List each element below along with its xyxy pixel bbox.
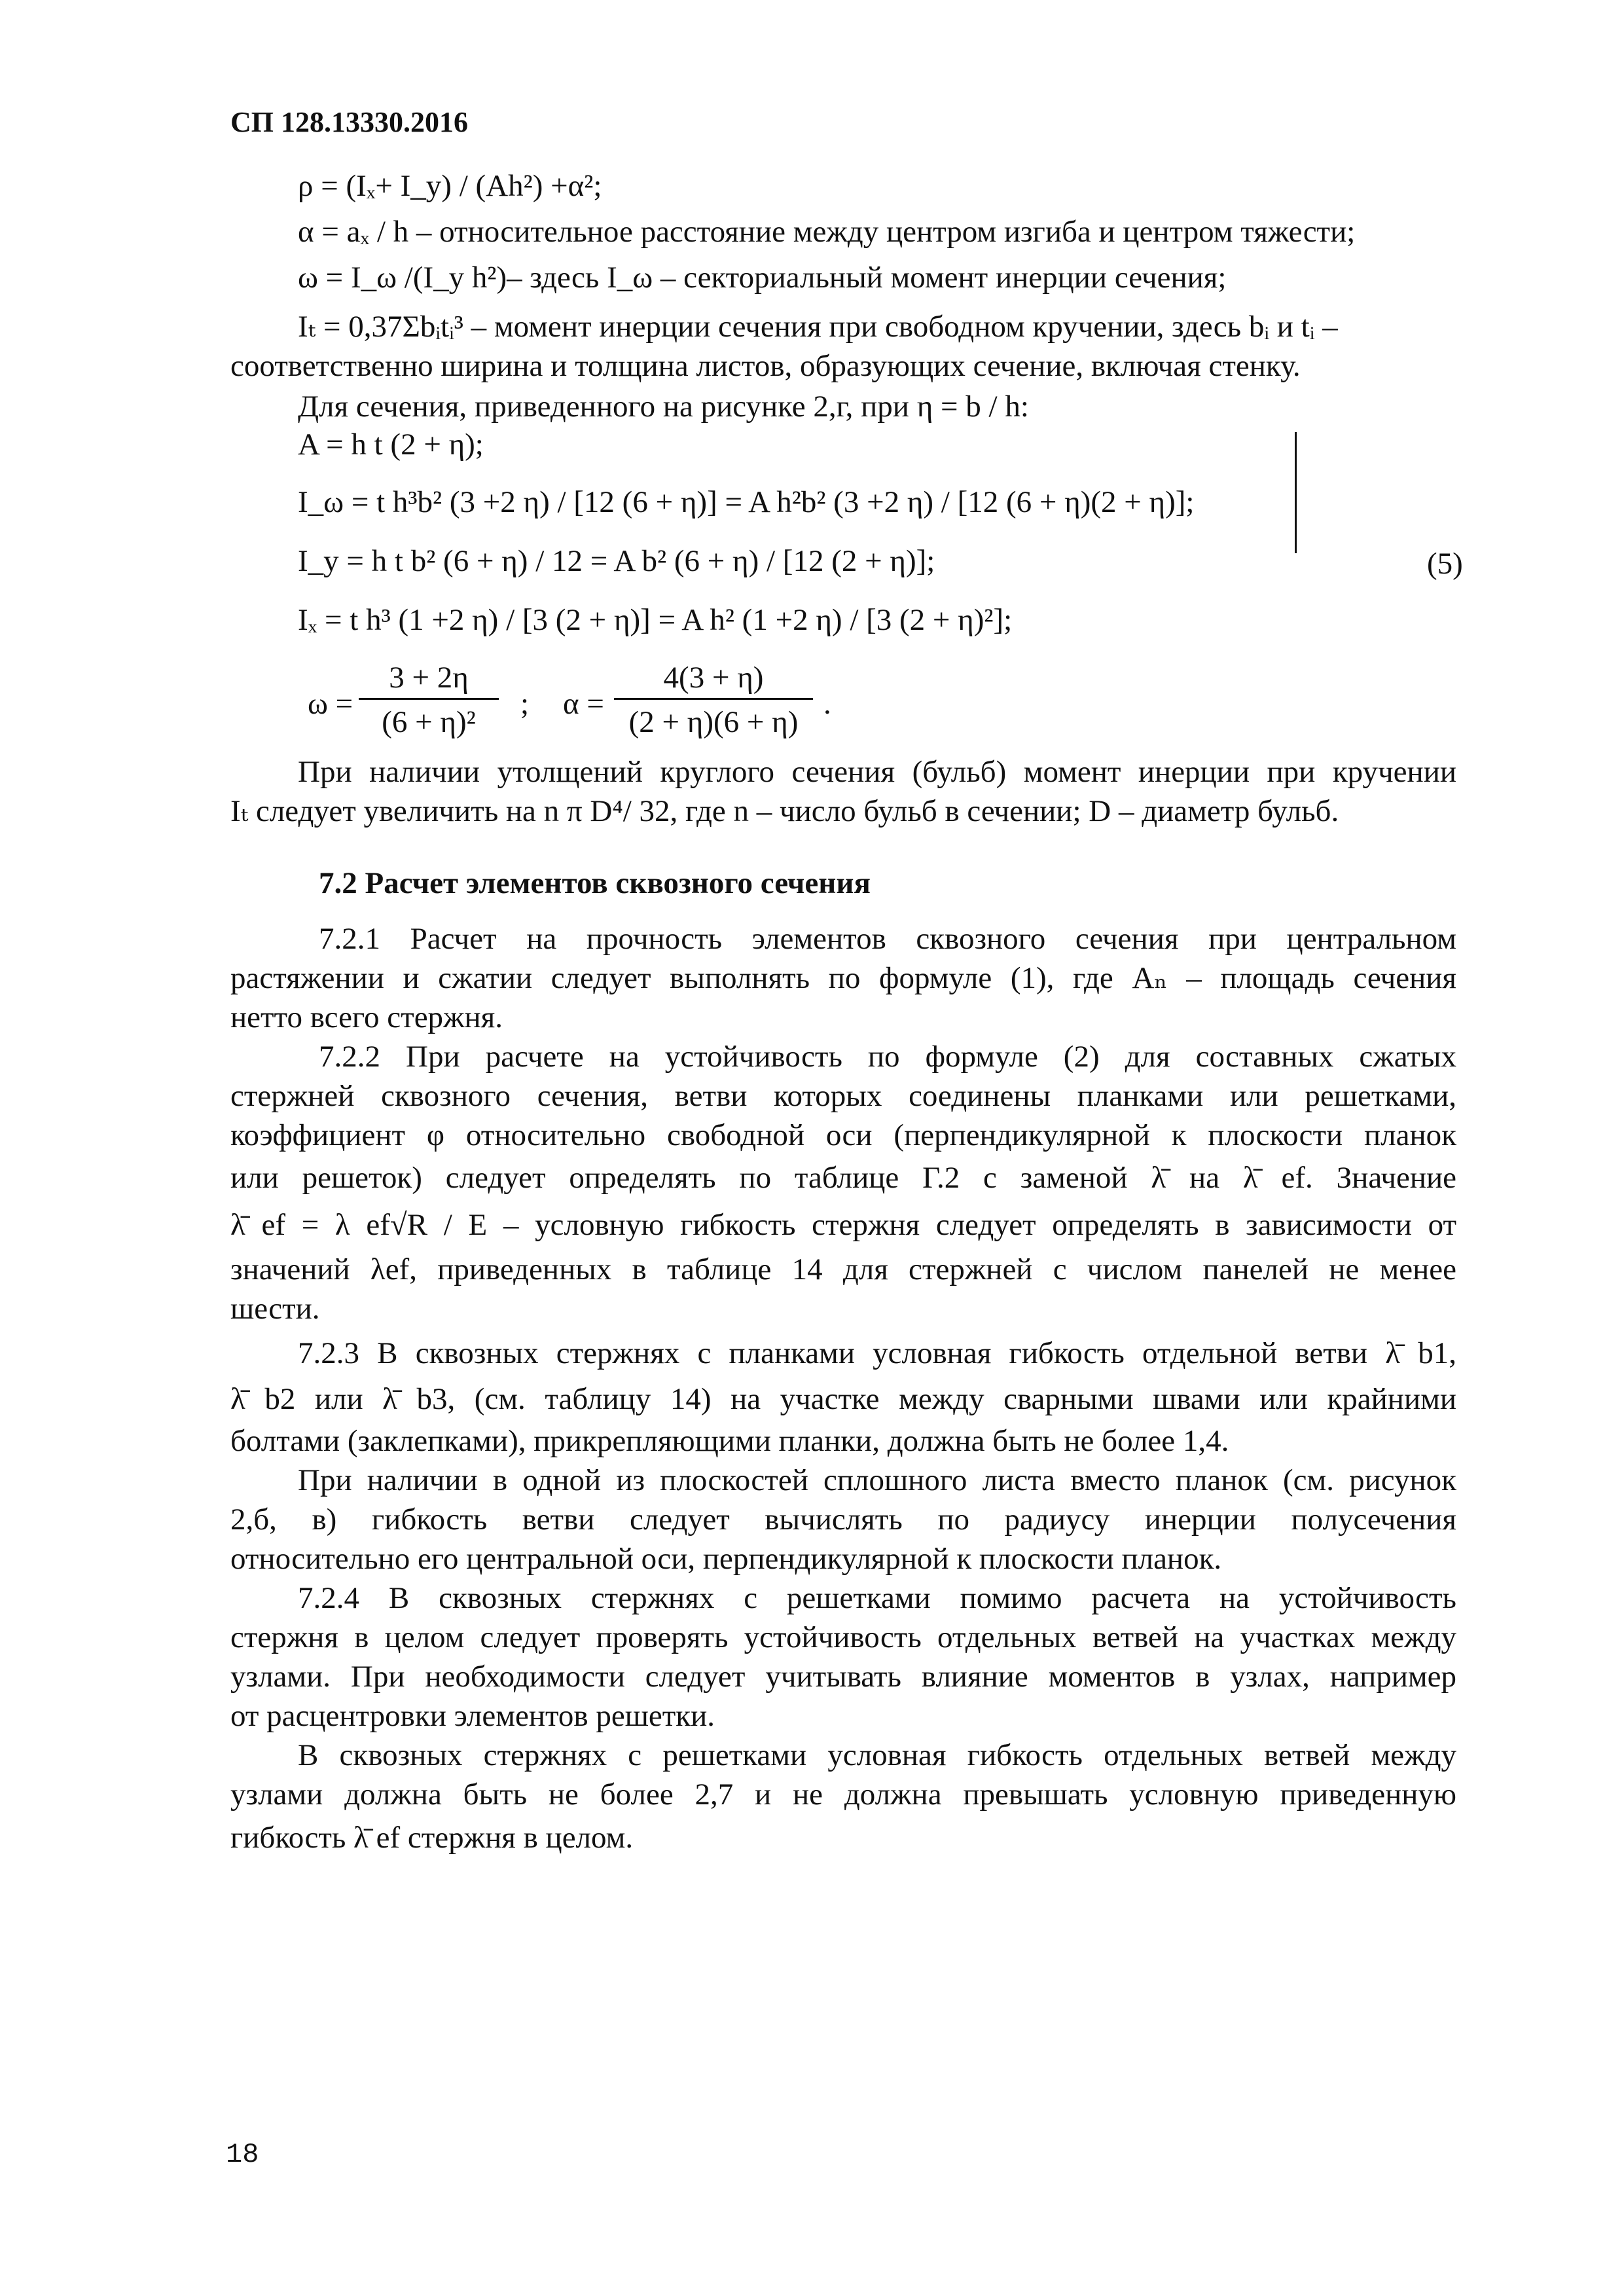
omega-fraction-bar (359, 698, 499, 700)
formula-i-x: Iₓ = t h³ (1 +2 η) / [3 (2 + η)] = A h² (1 +2 η) / [3 (2 + η)²]; (298, 603, 1013, 637)
bulb-line-1: При наличии утолщений круглого сечения (бульб) момент инерции при кручении (298, 755, 1456, 789)
p723-line-1: 7.2.3 В сквозных стержнях с планками условная гибкость отдельной ветви λ̄ b1, (298, 1336, 1456, 1370)
def-omega: ω = I_ω /(I_y h²)– здесь I_ω – секториальный момент инерции сечения; (298, 261, 1227, 295)
section-title: 7.2 Расчет элементов сквозного сечения (319, 866, 871, 900)
p722-line-2: стержней сквозного сечения, ветви которых соединены планками или решетками, (230, 1079, 1456, 1113)
p724b-line-1: В сквозных стержнях с решетками условная гибкость отдельных ветвей между (298, 1738, 1456, 1772)
standard-code: СП 128.13330.2016 (230, 106, 468, 138)
p721-line-3: нетто всего стержня. (230, 1000, 503, 1034)
p723-line-3: болтами (заклепками), прикрепляющими планки, должна быть не более 1,4. (230, 1424, 1229, 1458)
formula-end-dot: . (823, 687, 831, 721)
equation-brace (1295, 432, 1297, 553)
p724b-line-3: гибкость λ̄ ef стержня в целом. (230, 1821, 634, 1855)
p724-line-1: 7.2.4 В сквозных стержнях с решетками помимо расчета на устойчивость (298, 1581, 1456, 1615)
bulb-line-2: Iₜ следует увеличить на n π D⁴/ 32, где n – число бульб в сечении; D – диаметр бульб. (230, 794, 1339, 828)
omega-denominator: (6 + η)² (382, 705, 476, 739)
def-section-intro: Для сечения, приведенного на рисунке 2,г, при η = b / h: (298, 390, 1029, 424)
p723b-line-3: относительно его центральной оси, перпендикулярной к плоскости планок. (230, 1542, 1222, 1576)
p721-line-2: растяжении и сжатии следует выполнять по формуле (1), где Aₙ – площадь сечения (230, 961, 1456, 995)
alpha-numerator: 4(3 + η) (663, 661, 764, 695)
def-alpha: α = aₓ / h – относительное расстояние между центром изгиба и центром тяжести; (298, 215, 1356, 249)
p722-line-6: значений λef, приведенных в таблице 14 для стержней с числом панелей не менее (230, 1252, 1456, 1286)
p724-line-4: от расцентровки элементов решетки. (230, 1699, 715, 1733)
omega-lhs: ω = (308, 687, 353, 721)
omega-numerator: 3 + 2η (389, 661, 469, 695)
formula-i-omega: I_ω = t h³b² (3 +2 η) / [12 (6 + η)] = A h²b² (3 +2 η) / [12 (6 + η)(2 + η)]; (298, 485, 1195, 519)
def-rho: ρ = (Iₓ+ I_y) / (Ah²) +α²; (298, 169, 602, 203)
p724-line-3: узлами. При необходимости следует учитывать влияние моментов в узлах, например (230, 1660, 1456, 1694)
def-torsion-cont: соответственно ширина и толщина листов, образующих сечение, включая стенку. (230, 349, 1301, 383)
alpha-denominator: (2 + η)(6 + η) (628, 705, 799, 739)
p722-line-5: λ̄ ef = λ ef√R / E – условную гибкость стержня следует определять в зависимости от (230, 1208, 1456, 1242)
page-number: 18 (226, 2139, 259, 2170)
p722-line-7: шести. (230, 1292, 320, 1326)
formula-separator: ; (520, 687, 530, 721)
p723-line-2: λ̄ b2 или λ̄ b3, (см. таблицу 14) на участке между сварными швами или крайними (230, 1382, 1456, 1416)
formula-i-y: I_y = h t b² (6 + η) / 12 = A b² (6 + η) / [12 (2 + η)]; (298, 544, 935, 578)
alpha-fraction-bar (614, 698, 813, 700)
p721-line-1: 7.2.1 Расчет на прочность элементов сквозного сечения при центральном (319, 922, 1456, 956)
p722-line-4: или решеток) следует определять по таблице Г.2 с заменой λ̄ на λ̄ ef. Значение (230, 1161, 1456, 1195)
p723b-line-1: При наличии в одной из плоскостей сплошного листа вместо планок (см. рисунок (298, 1463, 1456, 1497)
formula-area: A = h t (2 + η); (298, 428, 484, 462)
def-torsion: Iₜ = 0,37Σbᵢtᵢ³ – момент инерции сечения при свободном кручении, здесь bᵢ и tᵢ – (298, 310, 1338, 344)
p722-line-3: коэффициент φ относительно свободной оси (перпендикулярной к плоскости планок (230, 1118, 1456, 1152)
equation-number: (5) (1427, 547, 1463, 581)
alpha-lhs: α = (563, 687, 604, 721)
p723b-line-2: 2,б, в) гибкость ветви следует вычислять по радиусу инерции полусечения (230, 1503, 1456, 1537)
p724b-line-2: узлами должна быть не более 2,7 и не должна превышать условную приведенную (230, 1777, 1456, 1812)
p722-line-1: 7.2.2 При расчете на устойчивость по формуле (2) для составных сжатых (319, 1040, 1456, 1074)
p724-line-2: стержня в целом следует проверять устойчивость отдельных ветвей на участках между (230, 1620, 1456, 1654)
